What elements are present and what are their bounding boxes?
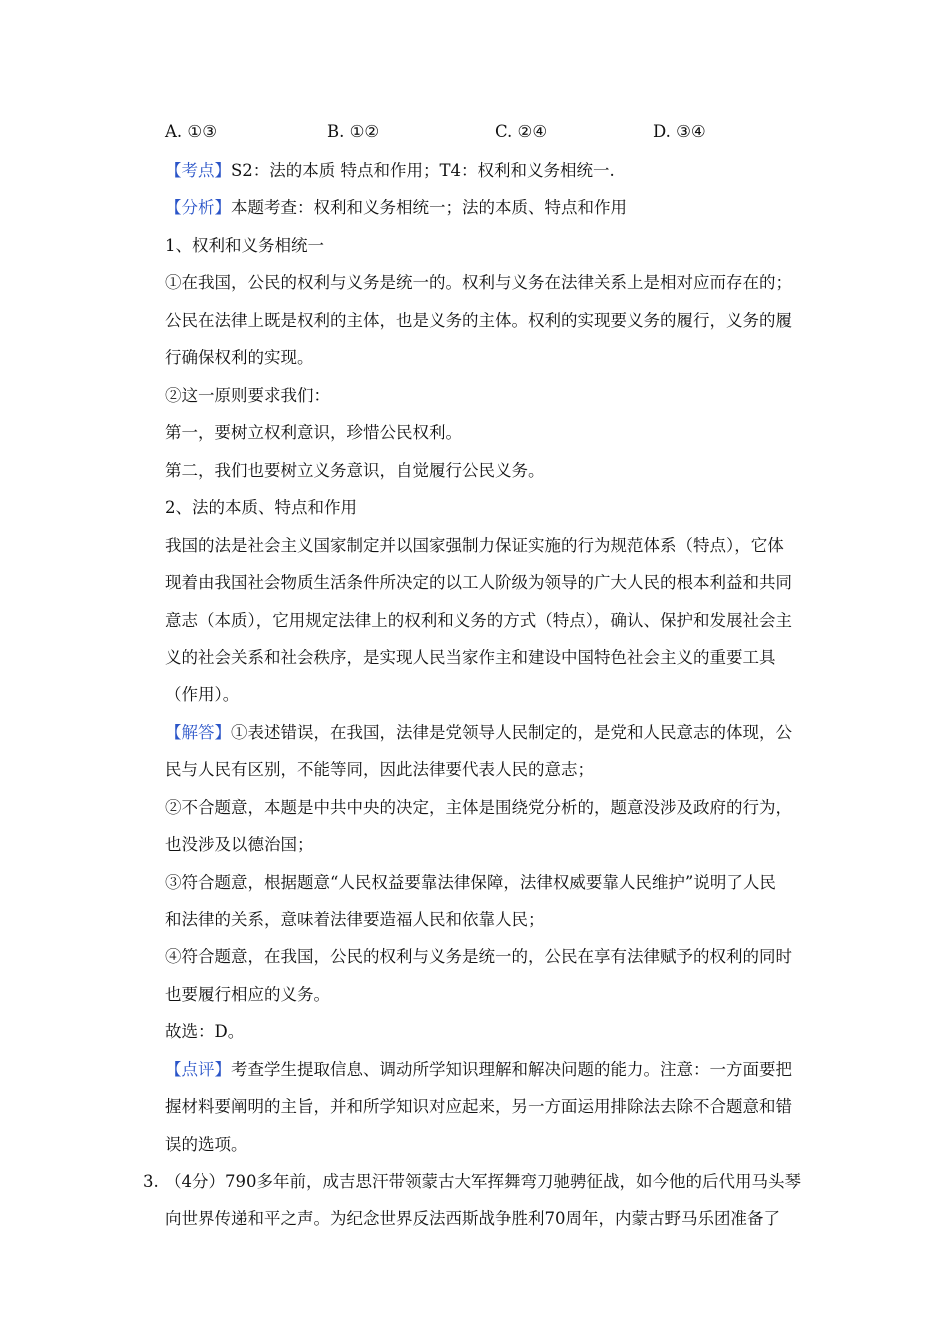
final-choice: 故选：D。 [165,1022,245,1041]
analysis-line: 第二，我们也要树立义务意识，自觉履行公民义务。 [165,461,545,480]
jieda-tag: 【解答】 [165,723,231,742]
question-line: 向世界传递和平之声。为纪念世界反法西斯战争胜利70周年，内蒙古野马乐团准备了 [165,1209,780,1228]
question-line: （4分）790多年前，成吉思汗带领蒙古大军挥舞弯刀驰骋征战，如今他的后代用马头琴 [165,1172,801,1191]
question-number: 3. [143,1172,159,1191]
option-a: A. ①③ [165,122,217,141]
answer-line: 也要履行相应的义务。 [165,985,330,1004]
analysis-line: 公民在法律上既是权利的主体，也是义务的主体。权利的实现要义务的履行，义务的履 [165,311,792,330]
fenxi-line [165,197,815,219]
answer-line: 也没涉及以德治国； [165,835,314,854]
analysis-line: 现着由我国社会物质生活条件所决定的以工人阶级为领导的广大人民的根本利益和共同 [165,573,792,592]
review-line: 握材料要阐明的主旨，并和所学知识对应起来，另一方面运用排除法去除不合题意和错 [165,1097,792,1116]
analysis-line: 1、权利和义务相统一 [165,236,324,255]
analysis-line: 义的社会关系和社会秩序，是实现人民当家作主和建设中国特色社会主义的重要工具 [165,648,776,667]
option-c: C. ②④ [495,122,548,141]
analysis-line: 2、法的本质、特点和作用 [165,498,357,517]
fenxi-text: 本题考查：权利和义务相统一；法的本质、特点和作用 [231,198,627,217]
option-b: B. ①② [327,122,380,141]
answer-line: ③符合题意，根据题意“人民权益要靠法律保障，法律权威要靠人民维护”说明了人民 [165,873,776,892]
option-d: D. ③④ [653,122,706,141]
answer-line: ②不合题意，本题是中共中央的决定，主体是围绕党分析的，题意没涉及政府的行为， [165,798,792,817]
analysis-line: ①在我国，公民的权利与义务是统一的。权利与义务在法律关系上是相对应而存在的； [165,273,792,292]
kaodian-line [165,160,815,182]
analysis-line: 意志（本质），它用规定法律上的权利和义务的方式（特点），确认、保护和发展社会主 [165,611,792,630]
analysis-line: 我国的法是社会主义国家制定并以国家强制力保证实施的行为规范体系（特点），它体 [165,536,784,555]
answer-line: ④符合题意，在我国，公民的权利与义务是统一的，公民在享有法律赋予的权利的同时 [165,947,792,966]
kaodian-text: S2：法的本质 特点和作用；T4：权利和义务相统一. [231,161,615,180]
analysis-line: 第一，要树立权利意识，珍惜公民权利。 [165,423,462,442]
analysis-line: 行确保权利的实现。 [165,348,314,367]
jieda-text: ①表述错误，在我国，法律是党领导人民制定的，是党和人民意志的体现，公 [231,723,792,742]
dianping-text: 考查学生提取信息、调动所学知识理解和解决问题的能力。注意：一方面要把 [231,1060,792,1079]
analysis-line: ②这一原则要求我们： [165,386,330,405]
answer-options [165,122,815,146]
dianping-tag: 【点评】 [165,1060,231,1079]
analysis-line: （作用）。 [165,685,240,704]
fenxi-tag: 【分析】 [165,198,231,217]
dianping-line [165,1059,815,1081]
review-line: 误的选项。 [165,1135,248,1154]
kaodian-tag: 【考点】 [165,161,231,180]
jieda-line [165,722,815,744]
answer-line: 民与人民有区别，不能等同，因此法律要代表人民的意志； [165,760,594,779]
answer-line: 和法律的关系，意味着法律要造福人民和依靠人民； [165,910,545,929]
